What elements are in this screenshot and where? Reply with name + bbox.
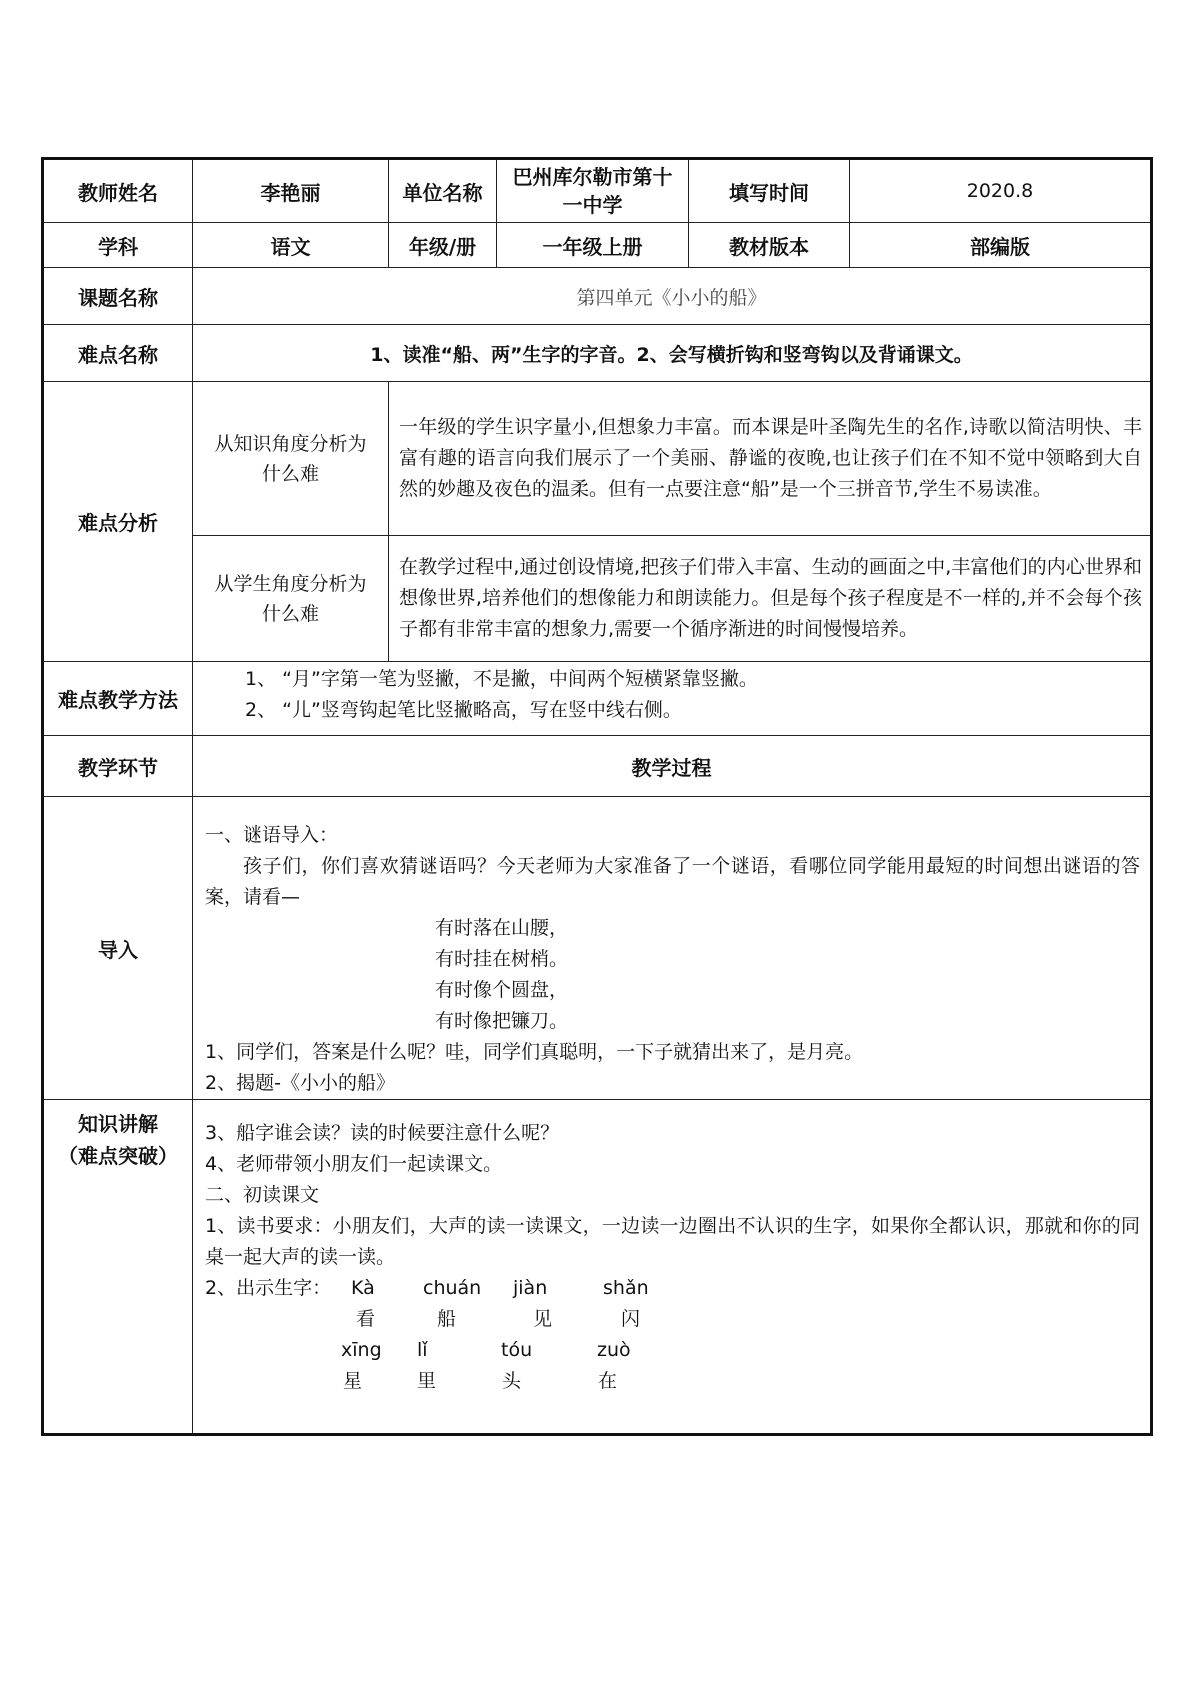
topic-value: 第四单元《小小的船》: [193, 268, 1152, 325]
intro-title-line: 2、揭题-《小小的船》: [205, 1072, 395, 1094]
knowledge-cell: [193, 1100, 1152, 1435]
subject-label: 学科: [43, 223, 193, 268]
process-header-row: [43, 736, 1152, 797]
date-value: 2020.8: [850, 159, 1152, 223]
edition-label: 教材版本: [689, 223, 850, 268]
knowledge-row: [43, 1100, 1152, 1435]
char-3: 见: [533, 1308, 553, 1330]
riddle-line-1: 有时落在山腰，: [435, 917, 569, 939]
intro-heading: 一、谜语导入：: [205, 824, 339, 846]
pinyin-row-2: [205, 1335, 1140, 1366]
char-2: 船: [437, 1308, 457, 1330]
pinyin-4: shǎn: [603, 1277, 649, 1299]
char-4: 闪: [621, 1308, 641, 1330]
riddle-line-4: 有时像把镰刀。: [435, 1010, 569, 1032]
pinyin-row-1: [205, 1273, 1140, 1304]
show-chars-label: 2、出示生字：: [205, 1277, 332, 1299]
date-label: 填写时间: [689, 159, 850, 223]
char-6: 里: [417, 1370, 437, 1392]
pinyin-7: tóu: [501, 1339, 533, 1361]
unit-label: 单位名称: [389, 159, 497, 223]
intro-cell: [193, 797, 1152, 1100]
knowledge-label-line-1: 知识讲解: [78, 1112, 158, 1136]
knowledge-angle-cell: [389, 382, 1152, 536]
student-angle-label: 从学生角度分析为什么难: [193, 536, 389, 662]
topic-label: 课题名称: [43, 268, 193, 325]
edition-value: 部编版: [850, 223, 1152, 268]
char-8: 在: [598, 1370, 618, 1392]
unit-name: 巴州库尔勒市第十一中学: [497, 159, 689, 223]
pinyin-8: zuò: [597, 1339, 631, 1361]
knowledge-line-3: 3、船字谁会读？读的时候要注意什么呢？: [205, 1122, 560, 1144]
knowledge-label-cell: [43, 1100, 193, 1435]
topic-row: [43, 268, 1152, 325]
difficulty-value: 1、读准“船、两”生字的字音。2、会写横折钩和竖弯钩以及背诵课文。: [193, 325, 1152, 382]
difficulty-label: 难点名称: [43, 325, 193, 382]
riddle-line-3: 有时像个圆盘，: [435, 979, 569, 1001]
char-1: 看: [356, 1308, 376, 1330]
method-line-1: 1、 “月”字第一笔为竖撇，不是撇，中间两个短横紧靠竖撇。: [245, 668, 758, 690]
intro-label: 导入: [43, 797, 193, 1100]
pinyin-5: xīng: [341, 1339, 382, 1361]
teacher-label: 教师姓名: [43, 159, 193, 223]
pinyin-3: jiàn: [513, 1277, 548, 1299]
chars-row-1: [205, 1304, 1140, 1335]
header-row-2: [43, 223, 1152, 268]
pinyin-1: Kà: [351, 1277, 375, 1299]
lesson-plan-sheet: [41, 157, 1150, 1436]
pinyin-6: lǐ: [417, 1339, 428, 1361]
char-5: 星: [343, 1370, 363, 1392]
intro-answer-line: 1、同学们，答案是什么呢？哇，同学们真聪明，一下子就猜出来了，是月亮。: [205, 1041, 864, 1063]
riddle-line-2: 有时挂在树梢。: [435, 948, 569, 970]
teacher-name: 李艳丽: [193, 159, 389, 223]
difficulty-row: [43, 325, 1152, 382]
first-read-heading: 二、初读课文: [205, 1184, 320, 1206]
chars-row-2: [205, 1366, 1140, 1397]
method-line-2: 2、 “儿”竖弯钩起笔比竖撇略高，写在竖中线右侧。: [245, 699, 682, 721]
method-row: [43, 662, 1152, 736]
knowledge-label-line-2: （难点突破）: [58, 1144, 178, 1168]
char-7: 头: [502, 1370, 522, 1392]
intro-row: [43, 797, 1152, 1100]
stage-label: 教学环节: [43, 736, 193, 797]
lesson-plan-table: [41, 157, 1153, 1436]
reading-requirement: 1、读书要求：小朋友们，大声的读一读课文，一边读一边圈出不认识的生字，如果你全都认识，那就和你的同桌一起大声的读一读。: [205, 1215, 1140, 1268]
analysis-row-student: [43, 536, 1152, 662]
knowledge-angle-label: 从知识角度分析为什么难: [193, 382, 389, 536]
student-angle-cell: [389, 536, 1152, 662]
header-row-1: [43, 159, 1152, 223]
student-angle-text: 在教学过程中,通过创设情境,把孩子们带入丰富、生动的画面之中,丰富他们的内心世界和想像世界,培养他们的想像能力和朗读能力。但是每个孩子程度是不一样的,并不会每个孩子都有非常丰富的想象力,需要一个循序渐进的时间慢慢培养。: [399, 556, 1142, 640]
pinyin-2: chuán: [423, 1277, 482, 1299]
analysis-label: 难点分析: [43, 382, 193, 662]
intro-paragraph: 孩子们，你们喜欢猜谜语吗？今天老师为大家准备了一个谜语，看哪位同学能用最短的时间想出谜语的答案，请看—: [205, 855, 1140, 908]
subject-value: 语文: [193, 223, 389, 268]
analysis-row-knowledge: [43, 382, 1152, 536]
grade-label: 年级/册: [389, 223, 497, 268]
method-cell: [193, 662, 1152, 736]
knowledge-angle-text: 一年级的学生识字量小,但想象力丰富。而本课是叶圣陶先生的名作,诗歌以简洁明快、丰富有趣的语言向我们展示了一个美丽、静谧的夜晚,也让孩子们在不知不觉中领略到大自然的妙趣及夜色的温柔。但有一点要注意“船”是一个三拼音节,学生不易读准。: [399, 416, 1142, 500]
method-label: 难点教学方法: [43, 662, 193, 736]
grade-value: 一年级上册: [497, 223, 689, 268]
process-label: 教学过程: [193, 736, 1152, 797]
knowledge-line-4: 4、老师带领小朋友们一起读课文。: [205, 1153, 503, 1175]
